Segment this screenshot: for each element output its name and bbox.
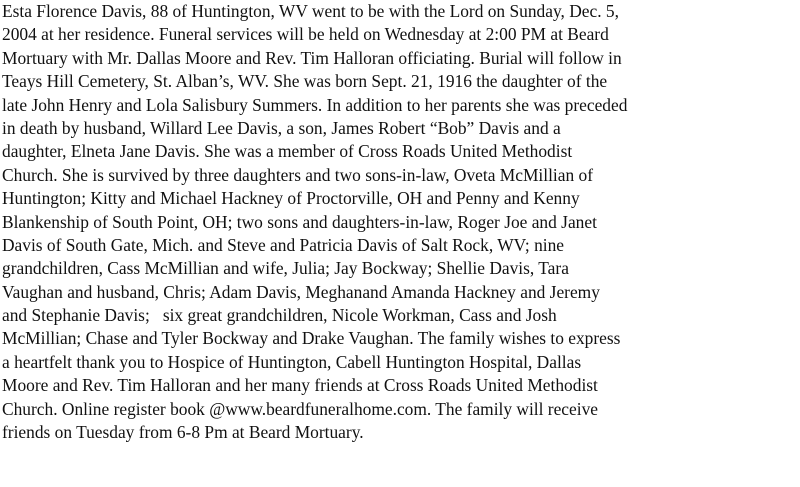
text-line: and Stephanie Davis; six great grandchildren, Nicole Workman, Cass and Josh [2, 305, 557, 326]
text-line: Huntington; Kitty and Michael Hackney of Proctorville, OH and Penny and Kenny [2, 188, 580, 209]
text-line: 2004 at her residence. Funeral services will be held on Wednesday at 2:00 PM at Beard [2, 24, 609, 45]
text-line: McMillian; Chase and Tyler Bockway and Drake Vaughan. The family wishes to express [2, 328, 621, 349]
text-line: in death by husband, Willard Lee Davis, a son, James Robert “Bob” Davis and a [2, 117, 561, 138]
obituary-text [2, 0, 798, 444]
text-line: Davis of South Gate, Mich. and Steve and Patricia Davis of Salt Rock, WV; nine [2, 234, 565, 255]
text-line: a heartfelt thank you to Hospice of Huntington, Cabell Huntington Hospital, Dallas [2, 351, 582, 372]
text-line: daughter, Elneta Jane Davis. She was a member of Cross Roads United Methodist [2, 141, 573, 162]
text-line: Blankenship of South Point, OH; two sons and daughters-in-law, Roger Joe and Janet [2, 211, 597, 232]
text-line: Vaughan and husband, Chris; Adam Davis, Meghanand Amanda Hackney and Jeremy [2, 281, 600, 302]
text-line: Church. Online register book @www.beardfuneralhome.com. The family will receive [2, 398, 598, 419]
text-line: Church. She is survived by three daughters and two sons-in-law, Oveta McMillian of [2, 164, 594, 185]
text-line: Teays Hill Cemetery, St. Alban’s, WV. She was born Sept. 21, 1916 the daughter of the [2, 71, 608, 92]
text-line: grandchildren, Cass McMillian and wife, Julia; Jay Bockway; Shellie Davis, Tara [2, 258, 569, 279]
text-line: friends on Tuesday from 6-8 Pm at Beard Mortuary. [2, 422, 364, 443]
text-line: Esta Florence Davis, 88 of Huntington, WV went to be with the Lord on Sunday, Dec. 5, [2, 1, 619, 21]
text-line: Moore and Rev. Tim Halloran and her many friends at Cross Roads United Methodist [2, 375, 598, 396]
text-line: late John Henry and Lola Salisbury Summers. In addition to her parents she was preceded [2, 94, 628, 115]
text-line: Mortuary with Mr. Dallas Moore and Rev. Tim Halloran officiating. Burial will follow in [2, 47, 622, 68]
